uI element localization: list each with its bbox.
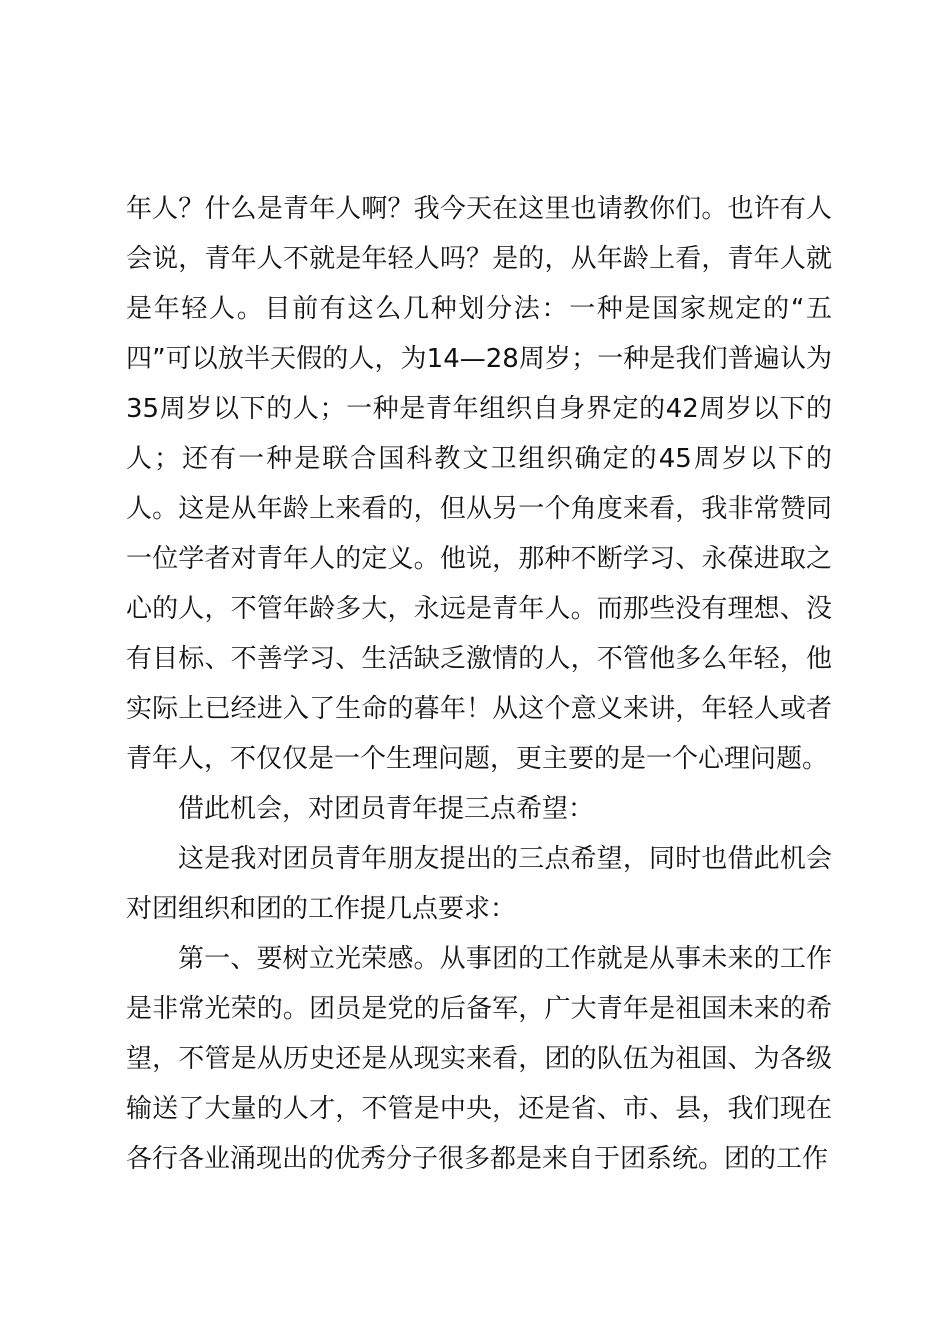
document-body — [126, 184, 832, 1184]
paragraph-three-hopes-intro: 借此机会，对团员青年提三点希望： — [178, 794, 595, 824]
paragraph-first-requirement: 第一、要树立光荣感。从事团的工作就是从事未来的工作是非常光荣的。团员是党的后备军，广大青年是祖国未来的希望，不管是从历史还是从现实来看，团的队伍为祖国、为各级输送了大量的人才，不管是中央，还是省、市、县，我们现在各行各业涌现出的优秀分子很多都是来自于团系统。团的工作 — [126, 944, 832, 1174]
paragraph-requirements-intro: 这是我对团员青年朋友提出的三点希望，同时也借此机会对团组织和团的工作提几点要求： — [126, 844, 832, 924]
paragraph-youth-definition: 年人？什么是青年人啊？我今天在这里也请教你们。也许有人会说，青年人不就是年轻人吗？是的，从年龄上看，青年人就是年轻人。目前有这么几种划分法：一种是国家规定的“五四”可以放半天假的人，为14—28周岁；一种是我们普遍认为35周岁以下的人；一种是青年组织自身界定的42周岁以下的人；还有一种是联合国科教文卫组织确定的45周岁以下的人。这是从年龄上来看的，但从另一个角度来看，我非常赞同一位学者对青年人的定义。他说，那种不断学习、永葆进取之心的人，不管年龄多大，永远是青年人。而那些没有理想、没有目标、不善学习、生活缺乏激情的人，不管他多么年轻，他实际上已经进入了生命的暮年！从这个意义来讲，年轻人或者青年人，不仅仅是一个生理问题，更主要的是一个心理问题。 — [126, 194, 832, 774]
